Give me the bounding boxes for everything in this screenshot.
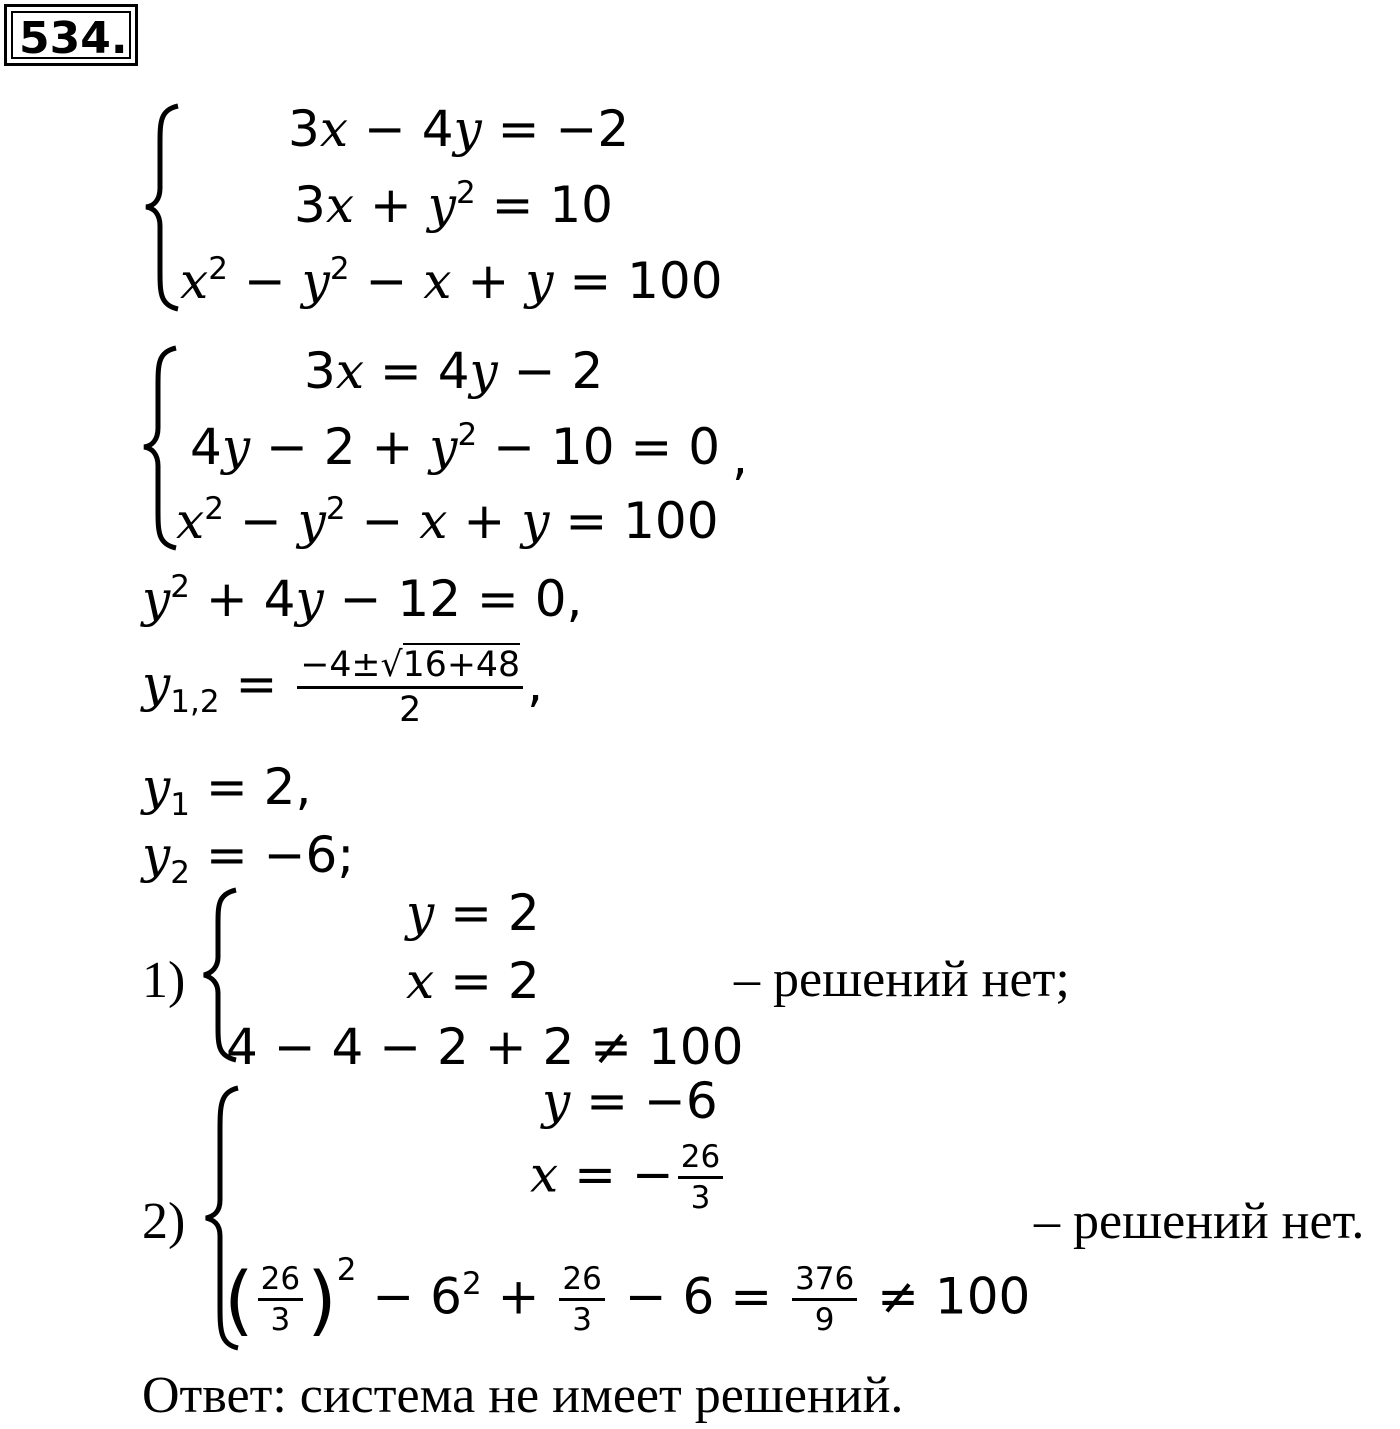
- case2-row3: [224, 1252, 1031, 1344]
- numerator-prefix: −4±: [300, 645, 381, 685]
- case2-row2-fraction: [678, 1139, 723, 1216]
- case2-row3-fraction2: [559, 1261, 604, 1338]
- case2-row3-fraction1: [258, 1261, 303, 1338]
- var-x: x: [319, 100, 349, 158]
- sys2-row1-coef: 3: [304, 342, 336, 400]
- quad-tail: − 12 = 0,: [323, 570, 583, 628]
- var-x: x: [419, 492, 448, 550]
- case1-row2: [406, 952, 540, 1010]
- var-x: x: [406, 952, 435, 1010]
- denominator: 3: [270, 1302, 291, 1338]
- var-y: y: [142, 758, 171, 816]
- var-x: x: [325, 176, 355, 234]
- exponent: 2: [208, 250, 228, 287]
- case2-note: – решений нет.: [1034, 1193, 1365, 1250]
- var-x: x: [180, 252, 209, 310]
- radicand: 16+48: [402, 645, 521, 685]
- case1-row3: 4 − 4 − 2 + 2 ≠ 100: [226, 1018, 744, 1076]
- answer-line: Ответ: система не имеет решений.: [142, 1367, 904, 1424]
- var-y: y: [427, 176, 456, 234]
- denominator: 9: [814, 1302, 835, 1338]
- roots-denominator: 2: [399, 689, 422, 730]
- sys2-row1-tail: − 2: [497, 342, 604, 400]
- sys2-row2-coef: 4: [190, 418, 222, 476]
- numerator: 26: [559, 1264, 604, 1301]
- var-y: y: [301, 252, 330, 310]
- case1-row1: [406, 884, 540, 942]
- sys2-row2-rhs: − 10 = 0: [477, 418, 721, 476]
- subscript: 2: [170, 855, 190, 891]
- subscript: 1: [170, 787, 190, 823]
- sys1-row2-plus: +: [354, 176, 428, 234]
- sys1-row2: [294, 174, 613, 234]
- exponent: 2: [170, 568, 190, 605]
- exponent: 2: [455, 174, 476, 211]
- var-y: y: [525, 252, 554, 310]
- var-y: y: [429, 418, 458, 476]
- var-x: x: [423, 252, 452, 310]
- sys1-row3-rhs: = 100: [553, 252, 723, 310]
- var-y: y: [521, 492, 550, 550]
- right-paren: ): [307, 1255, 337, 1344]
- var-y: y: [142, 570, 171, 628]
- case2-row3-mid: − 6 =: [608, 1267, 789, 1326]
- sys2-row3: $x^2 - y^2 - x + y = 100$: [176, 490, 719, 550]
- case1-label: 1): [142, 952, 186, 1009]
- var-y: y: [469, 342, 498, 400]
- sys2-trailing-comma: ,: [732, 428, 748, 486]
- equals: =: [219, 655, 294, 714]
- sys1-row1: [288, 100, 630, 158]
- case2-row3-minus-six: − 6: [356, 1267, 462, 1326]
- case2-label: 2): [142, 1193, 186, 1250]
- var-y: y: [453, 100, 482, 158]
- exponent: 2: [329, 250, 350, 287]
- sys1-row1-rhs: = −2: [481, 100, 630, 158]
- var-y: y: [295, 570, 324, 628]
- problem-number-box: [4, 4, 138, 66]
- sys1-row2-coef: 3: [294, 176, 326, 234]
- left-paren: (: [224, 1255, 254, 1344]
- case2-row3-fraction3: [792, 1261, 857, 1338]
- var-y: y: [406, 884, 435, 942]
- var-y: y: [142, 655, 171, 714]
- denominator: 3: [572, 1302, 593, 1338]
- exponent: 2: [325, 490, 346, 527]
- sys1-row2-rhs: = 10: [475, 176, 613, 234]
- case2-row2-eq: = −: [558, 1145, 674, 1204]
- case2-row3-end: ≠ 100: [861, 1267, 1031, 1326]
- sys2-row3-rhs: = 100: [549, 492, 719, 550]
- y2-value: = −6;: [189, 826, 355, 884]
- var-x: x: [530, 1145, 559, 1204]
- roots-comma: ,: [527, 655, 544, 714]
- root-y1: [142, 758, 312, 823]
- exponent: 2: [457, 416, 478, 453]
- sqrt-sign: √: [380, 645, 403, 685]
- var-y: y: [221, 418, 251, 476]
- quad-mid: + 4: [189, 570, 296, 628]
- roots-numerator: [297, 645, 523, 689]
- roots-fraction: [297, 645, 523, 730]
- numerator: 376: [792, 1264, 857, 1301]
- sys2-row2: [190, 416, 721, 476]
- sys1-row3: $x^2 - y^2 - x + y = 100$: [180, 250, 723, 310]
- y1-value: = 2,: [189, 758, 312, 816]
- numerator: 26: [258, 1264, 303, 1301]
- numerator: 26: [678, 1142, 723, 1179]
- sys2-row1: [304, 342, 604, 400]
- roots-formula: [142, 645, 544, 730]
- exponent: 2: [462, 1266, 482, 1303]
- case1-row1-rhs: = 2: [434, 884, 540, 942]
- sys1-row1-coef: 3: [288, 100, 320, 158]
- case2-row1: [542, 1072, 718, 1130]
- denominator: 3: [690, 1180, 711, 1216]
- exponent: 2: [204, 490, 224, 527]
- plus-sign: +: [481, 1267, 556, 1326]
- sys2-row2-mid: − 2 +: [250, 418, 430, 476]
- quadratic-equation: [142, 568, 583, 628]
- var-y: y: [542, 1072, 571, 1130]
- sys2-row1-mid: = 4: [364, 342, 470, 400]
- case2-row1-rhs: = −6: [570, 1072, 718, 1130]
- subscript: 1,2: [170, 684, 220, 721]
- root-y2: [142, 826, 355, 891]
- var-x: x: [176, 492, 205, 550]
- sys1-row1-mid: − 4: [348, 100, 454, 158]
- problem-number: 534.: [19, 13, 128, 64]
- var-y: y: [297, 492, 326, 550]
- var-x: x: [335, 342, 365, 400]
- exponent: 2: [336, 1252, 357, 1289]
- case1-row2-rhs: = 2: [434, 952, 540, 1010]
- left-brace-system1: [140, 100, 185, 315]
- case2-row2: [530, 1139, 727, 1216]
- var-y: y: [142, 826, 171, 884]
- case1-note: – решений нет;: [734, 951, 1070, 1008]
